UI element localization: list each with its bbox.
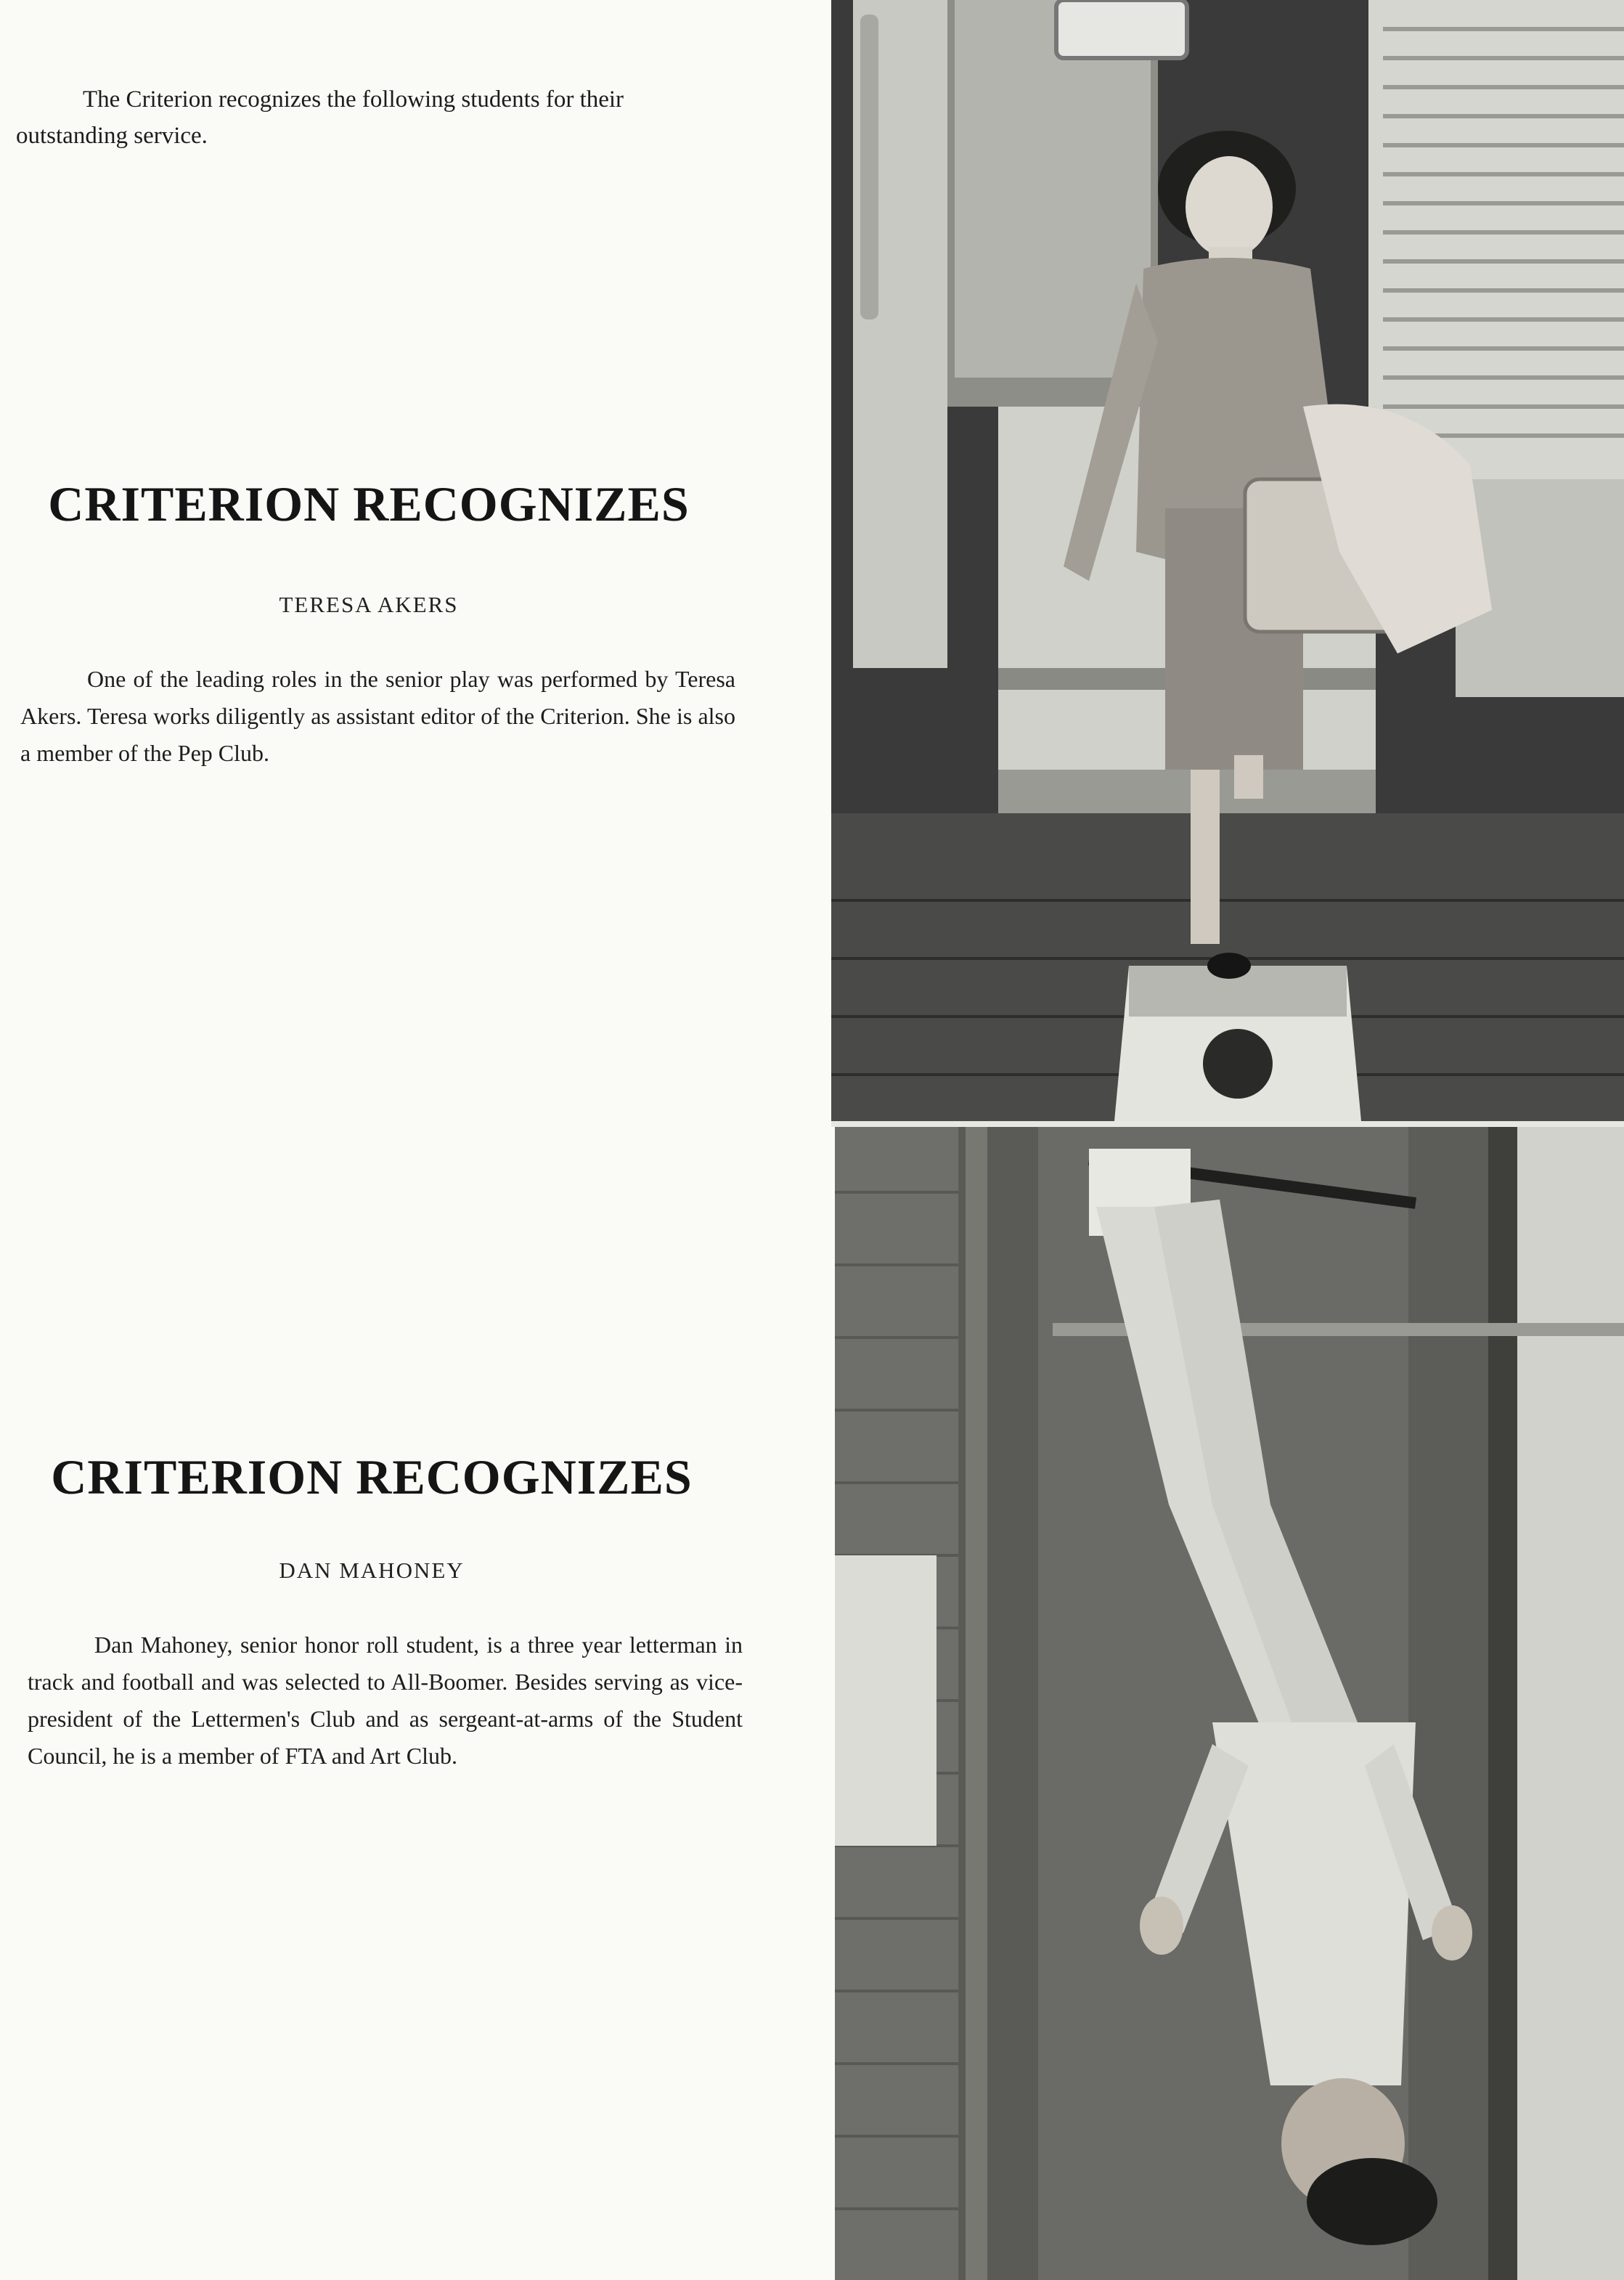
student-name-teresa: TERESA AKERS <box>279 592 459 617</box>
intro-text: The Criterion recognizes the following students for their outstanding service. <box>16 86 624 149</box>
section-heading-dan: CRITERION RECOGNIZES <box>51 1449 693 1505</box>
photo-dan-hanging <box>835 1127 1624 2280</box>
photo-teresa-train <box>831 0 1624 1121</box>
student-name-dan: DAN MAHONEY <box>279 1558 465 1583</box>
photo-divider <box>831 1121 1624 1127</box>
student-bio-dan: Dan Mahoney, senior honor roll student, is a three year letterman in track and football and was selected to All-Boomer. Besides serving as vice-president of the Lettermen's Club and as sergeant-at-arms of the Student Council, he is a member of FTA and Art Club. <box>28 1632 743 1769</box>
section-heading-teresa: CRITERION RECOGNIZES <box>48 476 690 532</box>
student-bio-teresa: One of the leading roles in the senior play was performed by Teresa Akers. Teresa works diligently as assistant editor of the Criterion. She is also a member of the Pep Club. <box>20 666 735 766</box>
